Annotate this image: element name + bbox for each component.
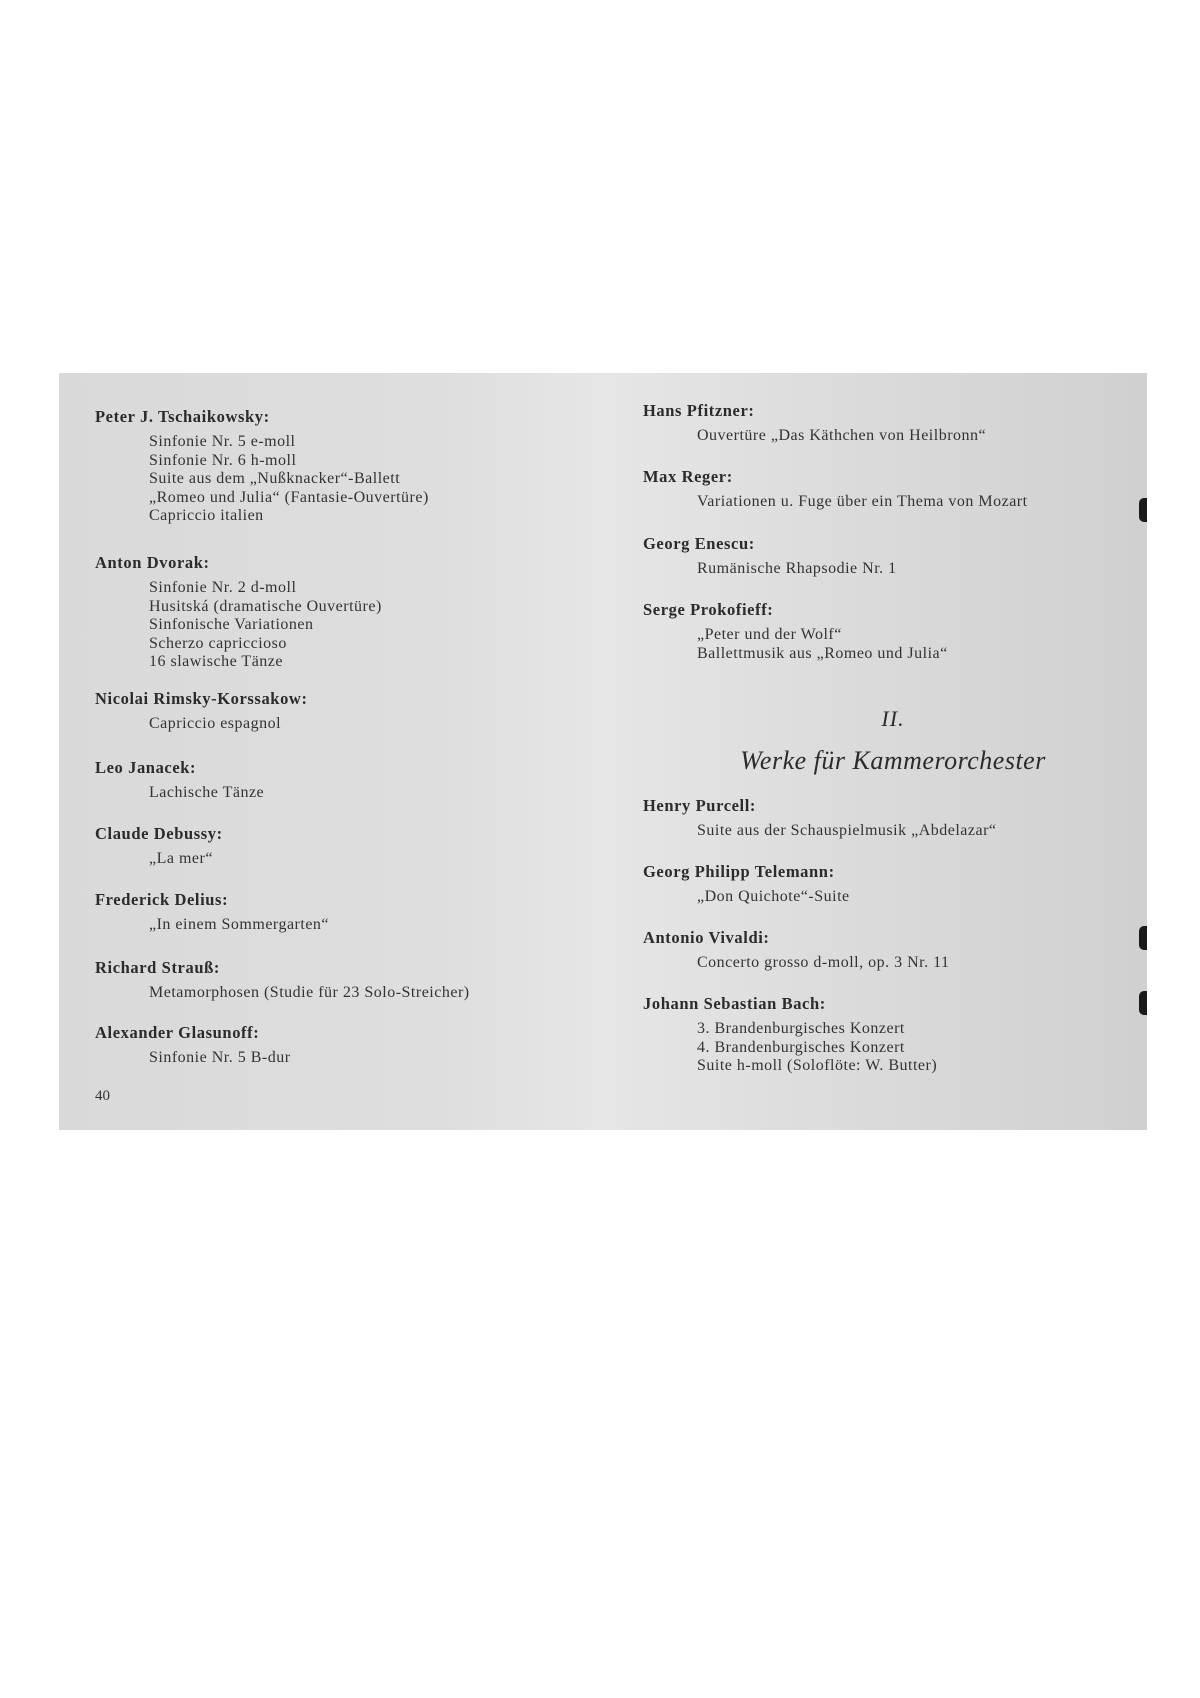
composer-name: Henry Purcell: (643, 796, 757, 815)
work-title: Ouvertüre „Das Käthchen von Heilbronn“ (697, 427, 987, 444)
work-title: „Romeo und Julia“ (Fantasie-Ouvertüre) (149, 488, 429, 506)
works-list (95, 916, 595, 935)
entry-enescu (643, 534, 1143, 579)
composer-name: Serge Prokofieff: (643, 600, 774, 619)
work-title: „La mer“ (149, 850, 213, 867)
work-title: Suite aus der Schauspielmusik „Abdelazar“ (697, 822, 997, 839)
entry-janacek (95, 758, 595, 803)
work-title: Sinfonie Nr. 6 h-moll (149, 451, 297, 469)
entry-rimsky-korssakow (95, 689, 595, 734)
works-list (95, 984, 595, 1003)
entry-strauss (95, 958, 595, 1003)
binding-mark (1139, 498, 1147, 522)
entry-delius (95, 890, 595, 935)
section-title: Werke für Kammerorchester (740, 746, 1046, 775)
works-list (643, 822, 1143, 841)
work-title: Lachische Tänze (149, 784, 265, 801)
work-title: „In einem Sommergarten“ (149, 916, 330, 933)
composer-name: Georg Enescu: (643, 534, 755, 553)
composer-name: Claude Debussy: (95, 824, 223, 843)
composer-name: Alexander Glasunoff: (95, 1023, 260, 1042)
works-list (95, 850, 595, 869)
composer-name: Anton Dvorak: (95, 553, 210, 572)
works-list (643, 560, 1143, 579)
work-title: 4. Brandenburgisches Konzert (697, 1038, 905, 1056)
entry-telemann (643, 862, 1143, 907)
works-list (643, 954, 1143, 973)
section-number: II. (881, 706, 905, 731)
work-title: Variationen u. Fuge über ein Thema von Mozart (697, 493, 1028, 510)
works-list (95, 579, 595, 672)
binding-mark (1139, 991, 1147, 1015)
section-heading (643, 706, 1143, 776)
work-title: „Don Quichote“-Suite (697, 888, 850, 905)
composer-name: Georg Philipp Telemann: (643, 862, 835, 881)
composer-name: Antonio Vivaldi: (643, 928, 770, 947)
work-title: Scherzo capriccioso (149, 634, 287, 652)
page-number: 40 (95, 1088, 110, 1104)
entry-glasunoff (95, 1023, 595, 1068)
composer-name: Richard Strauß: (95, 958, 220, 977)
composer-name: Leo Janacek: (95, 758, 197, 777)
entry-debussy (95, 824, 595, 869)
work-title: Capriccio italien (149, 507, 264, 524)
entry-vivaldi (643, 928, 1143, 973)
work-title: Sinfonie Nr. 5 B-dur (149, 1049, 291, 1066)
work-title: 3. Brandenburgisches Konzert (697, 1020, 905, 1037)
works-list (643, 493, 1143, 512)
works-list (95, 1049, 595, 1068)
work-title: Suite h-moll (Soloflöte: W. Butter) (697, 1057, 938, 1074)
works-list (95, 433, 595, 526)
works-list (643, 1020, 1143, 1076)
entry-reger (643, 467, 1143, 512)
composer-name: Frederick Delius: (95, 890, 229, 909)
work-title: Sinfonie Nr. 2 d-moll (149, 579, 297, 596)
works-list (643, 888, 1143, 907)
work-title: Ballettmusik aus „Romeo und Julia“ (697, 644, 948, 662)
work-title: Sinfonie Nr. 5 e-moll (149, 433, 296, 450)
work-title: Sinfonische Variationen (149, 616, 314, 633)
scanned-page (59, 373, 1147, 1130)
entry-tschaikowsky (95, 407, 595, 526)
work-title: Metamorphosen (Studie für 23 Solo-Streicher) (149, 984, 470, 1001)
composer-name: Johann Sebastian Bach: (643, 994, 826, 1013)
work-title: Husitská (dramatische Ouvertüre) (149, 597, 382, 615)
works-list (95, 715, 595, 734)
work-title: Rumänische Rhapsodie Nr. 1 (697, 560, 897, 577)
composer-name: Peter J. Tschaikowsky: (95, 407, 270, 426)
binding-mark (1139, 926, 1147, 950)
entry-pfitzner (643, 401, 1143, 446)
entry-dvorak (95, 553, 595, 672)
work-title: Concerto grosso d-moll, op. 3 Nr. 11 (697, 954, 950, 971)
composer-name: Nicolai Rimsky-Korssakow: (95, 689, 308, 708)
work-title: „Peter und der Wolf“ (697, 626, 842, 643)
work-title: Capriccio espagnol (149, 715, 282, 732)
composer-name: Hans Pfitzner: (643, 401, 755, 420)
entry-purcell (643, 796, 1143, 841)
entry-prokofieff (643, 600, 1143, 663)
works-list (643, 626, 1143, 663)
work-title: Suite aus dem „Nußknacker“-Ballett (149, 470, 401, 487)
works-list (95, 784, 595, 803)
work-title: 16 slawische Tänze (149, 653, 283, 670)
composer-name: Max Reger: (643, 467, 733, 486)
entry-bach (643, 994, 1143, 1076)
works-list (643, 427, 1143, 446)
